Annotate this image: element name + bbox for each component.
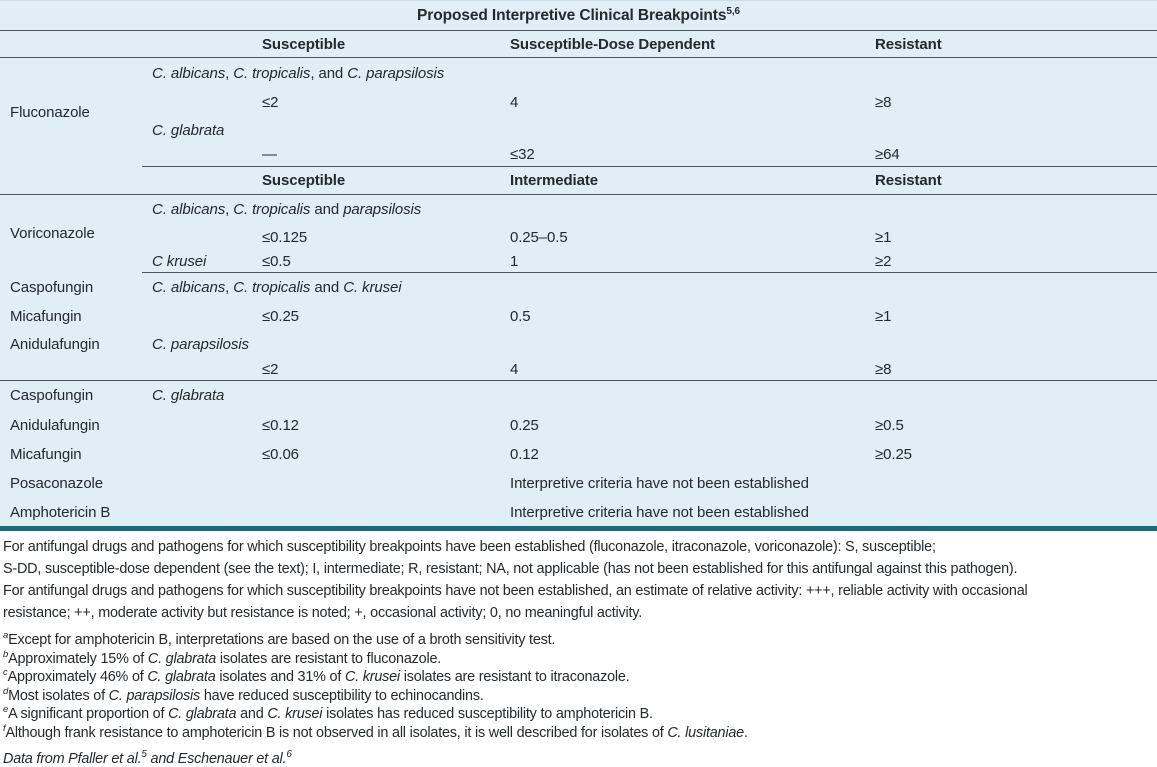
drug-name-anidulafungin: Anidulafungin xyxy=(10,336,100,353)
cell-empty xyxy=(142,225,252,251)
value-intermediate: 0.12 xyxy=(510,445,539,463)
header-susceptible: Susceptible xyxy=(252,31,500,58)
table-row xyxy=(0,302,1157,331)
value-resistant: ≥0.25 xyxy=(875,445,912,463)
value-susceptible: ≤2 xyxy=(262,94,279,111)
header-resistant: Resistant xyxy=(865,31,1157,58)
footnote-marker: e xyxy=(3,704,9,716)
drug-name-caspofungin: Caspofungin xyxy=(10,278,94,296)
cell-empty xyxy=(142,499,500,529)
table-row xyxy=(0,225,1157,251)
drug-name-amphotericin-b: Amphotericin B xyxy=(10,503,111,521)
value-susceptible: ≤2 xyxy=(252,359,500,381)
lettered-footnotes xyxy=(3,631,1155,743)
footnotes-section xyxy=(0,531,1157,767)
header-susceptible-dose-dependent: Susceptible-Dose Dependent xyxy=(500,31,865,58)
footnote-b xyxy=(3,650,1155,669)
header-resistant: Resistant xyxy=(865,167,1157,195)
table-title-row xyxy=(0,1,1157,31)
value-intermediate: 0.25–0.5 xyxy=(510,229,568,246)
table-row xyxy=(0,144,1157,167)
cell-empty xyxy=(142,440,252,469)
drug-name-caspofungin: Caspofungin xyxy=(10,387,94,405)
title-reference-superscript: 5,6 xyxy=(726,5,740,17)
species-name: C krusei xyxy=(142,251,252,273)
cell-empty xyxy=(142,469,500,499)
footnote-marker: b xyxy=(3,648,9,660)
no-criteria-note: Interpretive criteria have not been established xyxy=(510,503,809,521)
value-intermediate: 0.25 xyxy=(510,416,539,434)
drug-name-voriconazole: Voriconazole xyxy=(10,225,95,243)
legend-line: resistance; ++, moderate activity but resistance is noted; +, occasional activity; 0, no meaningful activity. xyxy=(3,605,643,621)
species-list: C. parapsilosis xyxy=(152,336,249,353)
data-source-citation: Data from Pfaller et al.$^5$ and Eschenauer et al.$^6$ xyxy=(3,748,292,767)
value-susceptible: ≤0.06 xyxy=(262,445,299,463)
legend-line: For antifungal drugs and pathogens for which susceptibility breakpoints have not been established, an estimate of relative activity: +++, reliable activity with occasional xyxy=(3,583,1028,599)
footnote-marker: f xyxy=(3,723,6,735)
table-title xyxy=(0,1,1157,31)
value-resistant: ≥2 xyxy=(865,251,1157,273)
cell-empty xyxy=(142,411,252,440)
footnote-c xyxy=(3,668,1155,687)
legend-line: For antifungal drugs and pathogens for which susceptibility breakpoints have been established (fluconazole, itraconazole, voriconazole): S, susceptible; xyxy=(3,539,936,555)
footnote-marker: c xyxy=(3,667,8,679)
cell-empty xyxy=(142,144,252,167)
footnote-d xyxy=(3,687,1155,706)
footnote-text: Approximately 15% of C. glabrata isolates are resistant to fluconazole. xyxy=(8,650,442,667)
table-row xyxy=(0,251,1157,273)
value-intermediate: 1 xyxy=(500,251,865,273)
header-spacer xyxy=(0,167,252,195)
value-resistant: ≥8 xyxy=(875,94,892,111)
footnote-marker: d xyxy=(3,685,9,697)
drug-name-posaconazole: Posaconazole xyxy=(10,475,104,492)
header-row-azole xyxy=(0,31,1157,58)
footnote-a xyxy=(3,631,1155,650)
value-susceptible: ≤0.25 xyxy=(262,307,299,325)
value-sdd: 4 xyxy=(510,94,519,111)
value-resistant: ≥8 xyxy=(865,359,1157,381)
table-row xyxy=(0,89,1157,117)
table-row xyxy=(0,469,1157,499)
cell-empty xyxy=(142,359,252,381)
value-resistant: ≥1 xyxy=(875,307,892,325)
footnote-text: Most isolates of C. parapsilosis have reduced susceptibility to echinocandins. xyxy=(8,687,484,704)
table-row xyxy=(0,331,1157,359)
species-list: C. albicans, C. tropicalis, and C. parapsilosis xyxy=(152,64,445,82)
table-title-text: Proposed Interpretive Clinical Breakpoints xyxy=(417,6,727,24)
value-resistant: ≥64 xyxy=(865,144,1157,167)
header-intermediate: Intermediate xyxy=(500,167,865,195)
drug-name-micafungin: Micafungin xyxy=(10,445,82,463)
footnote-text: Although frank resistance to amphotericin B is not observed in all isolates, it is well described for isolates of C. lusitaniae. xyxy=(5,724,748,741)
value-susceptible: ≤0.125 xyxy=(262,229,308,246)
species-list: C. albicans, C. tropicalis and C. krusei xyxy=(152,278,402,296)
table-row xyxy=(0,195,1157,225)
value-intermediate: 0.5 xyxy=(510,307,531,325)
legend-paragraph xyxy=(3,536,1155,624)
footnote-text: A significant proportion of C. glabrata and C. krusei isolates has reduced susceptibility to amphotericin B. xyxy=(8,706,653,723)
drug-name-anidulafungin: Anidulafungin xyxy=(10,416,100,434)
table-row xyxy=(0,359,1157,381)
header-spacer xyxy=(0,31,252,58)
table-row xyxy=(0,273,1157,302)
drug-name-fluconazole: Fluconazole xyxy=(10,103,90,121)
value-susceptible: ≤0.12 xyxy=(262,416,299,434)
table-row xyxy=(0,117,1157,144)
footnote-marker: a xyxy=(3,630,9,642)
footnote-f xyxy=(3,724,1155,743)
legend-line: S-DD, susceptible-dose dependent (see the text); I, intermediate; R, resistant; NA, not applicable (has not been established for this antifungal against this pathogen). xyxy=(3,561,1018,577)
cell-empty xyxy=(142,89,252,117)
drug-name-micafungin: Micafungin xyxy=(10,307,82,325)
value-sdd: ≤32 xyxy=(500,144,865,167)
table-row xyxy=(0,499,1157,529)
header-row-voriconazole xyxy=(0,167,1157,195)
no-criteria-note: Interpretive criteria have not been established xyxy=(510,475,809,492)
cell-empty xyxy=(142,302,252,331)
value-resistant: ≥0.5 xyxy=(875,416,904,434)
species-list: C. glabrata xyxy=(152,387,225,405)
table-row xyxy=(0,440,1157,469)
value-susceptible: ≤0.5 xyxy=(252,251,500,273)
footnote-text: Except for amphotericin B, interpretations are based on the use of a broth sensitivity test. xyxy=(8,632,556,648)
footnote-e xyxy=(3,705,1155,724)
species-list: C. albicans, C. tropicalis and parapsilosis xyxy=(152,201,422,219)
species-list: C. glabrata xyxy=(152,121,225,139)
footnote-text: Approximately 46% of C. glabrata isolates and 31% of C. krusei isolates are resistant to itraconazole. xyxy=(7,669,630,686)
header-susceptible: Susceptible xyxy=(252,167,500,195)
table-row xyxy=(0,411,1157,440)
cell-empty xyxy=(0,359,142,381)
value-intermediate: 4 xyxy=(500,359,865,381)
table-row xyxy=(0,381,1157,411)
value-susceptible: — xyxy=(252,144,500,167)
table-row xyxy=(0,58,1157,89)
value-resistant: ≥1 xyxy=(875,229,892,246)
